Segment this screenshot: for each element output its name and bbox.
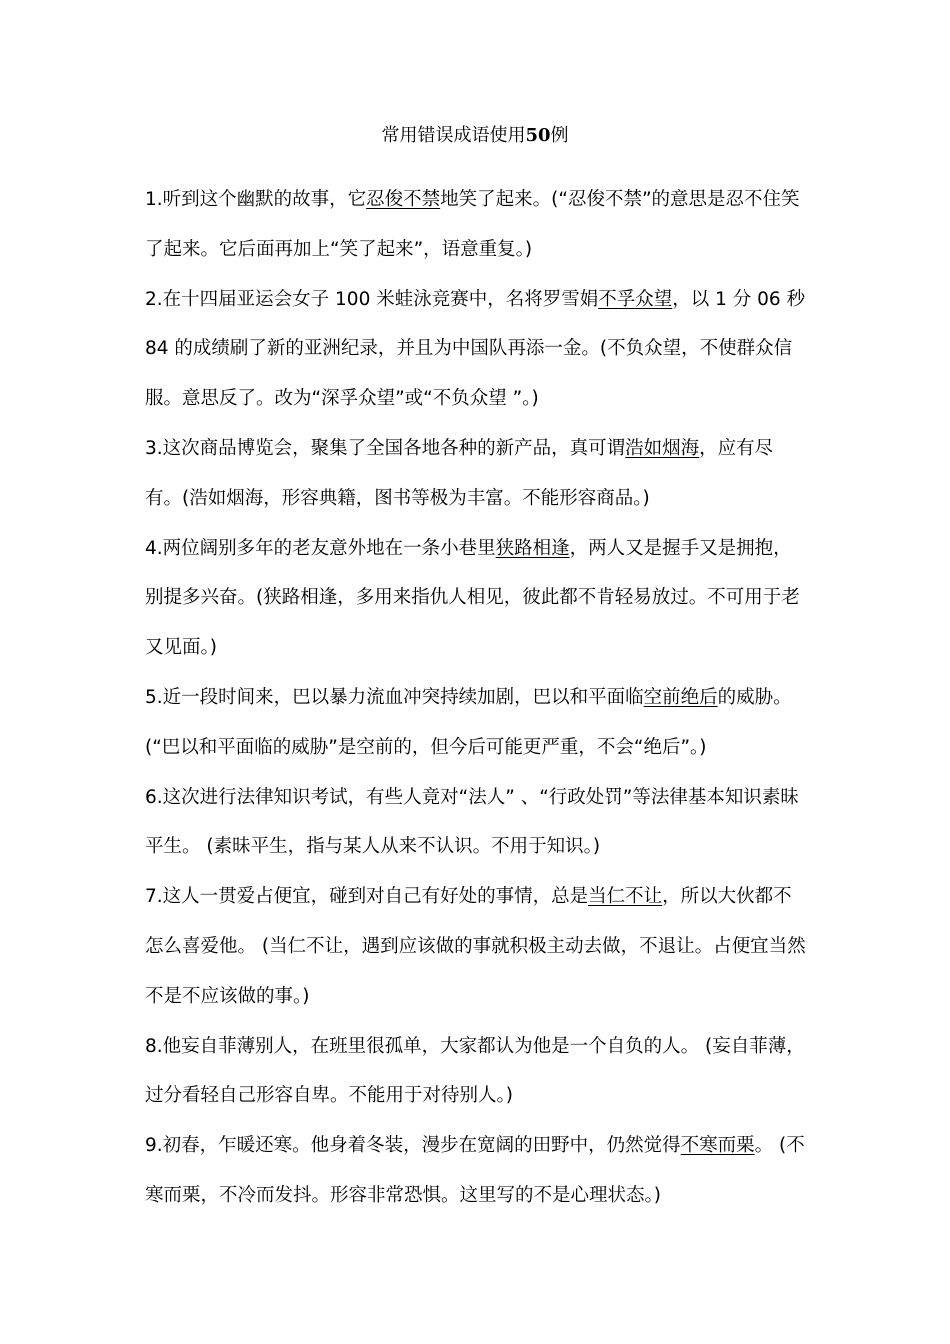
item-text-after: 的威胁。(“巴以和平面临的威胁”是空前的，但今后可能更严重，不会“绝后”。) [145,686,792,758]
item-text-before: 3.这次商品博览会，聚集了全国各地各种的新产品，真可谓 [145,437,626,459]
list-item [145,175,810,275]
list-item [145,424,810,524]
list-item [145,1022,810,1122]
title-text: 常用错误成语使用 [381,125,526,146]
title-suffix: 例 [550,125,569,146]
item-idiom: 狭路相逢 [495,537,570,559]
list-item [145,524,810,673]
item-text-after: ，应有尽有。(浩如烟海，形容典籍，图书等极为丰富。不能形容商品。) [145,437,774,509]
item-text-before: 1.听到这个幽默的故事，它 [145,189,367,210]
item-text-before: 7.这人一贯爱占便宜，碰到对自己有好处的事情，总是 [145,886,589,908]
list-item [145,673,810,773]
item-text-before: 5.近一段时间来，巴以暴力流血冲突持续加剧，巴以和平面临 [145,686,644,708]
item-text-before: 8.他妄自菲薄别人，在班里很孤单，大家都认为他是一个自负的人。 (妄自菲薄，过分看轻自己形容自卑。不能用于对待别人。) [145,1035,805,1107]
item-text-after: ，所以大伙都不怎么喜爱他。 (当仁不让，遇到应该做的事就积极主动去做，不退让。占便宜当然不是不应该做的事。) [145,886,806,1007]
list-item [145,773,810,873]
list-item [145,1121,810,1221]
item-text-before: 6.这次进行法律知识考试，有些人竟对“法人” 、“行政处罚”等法律基本知识素昧平生。 (素昧平生，指与某人从来不认识。不用于知识。) [145,786,799,858]
item-text-after: ，以 1 分 06 秒 84 的成绩刷了新的亚洲纪录，并且为中国队再添一金。(不负众望，不使群众信服。意思反了。改为“深孚众望”或“不负众望 ”。) [145,288,806,410]
item-idiom: 不寒而栗 [680,1135,755,1157]
item-text-before: 4.两位阔别多年的老友意外地在一条小巷里 [145,537,496,559]
item-text-before: 9.初春，乍暖还寒。他身着冬装，漫步在宽阔的田野中，仍然觉得 [145,1135,681,1157]
list-item [145,872,810,1021]
item-idiom: 忍俊不禁 [366,189,441,210]
item-idiom: 浩如烟海 [625,437,700,459]
page-title [0,124,950,148]
item-idiom: 当仁不让 [588,886,663,908]
item-text-after: 。 (不寒而栗，不冷而发抖。形容非常恐惧。这里写的不是心理状态。) [145,1135,805,1206]
item-text-after: ，两人又是握手又是拥抱，别提多兴奋。(狭路相逢，多用来指仇人相见，彼此都不肯轻易放过。不可用于老又见面。) [145,537,800,659]
list-item [145,275,810,424]
item-idiom: 空前绝后 [643,686,718,708]
title-number: 50 [525,125,551,146]
item-text-after: 地笑了起来。(“忍俊不禁”的意思是忍不住笑了起来。它后面再加上“笑了起来”，语意重复。) [145,189,800,260]
item-idiom: 不孚众望 [598,288,673,310]
document-body [145,175,810,1221]
item-text-before: 2.在十四届亚运会女子 100 米蛙泳竞赛中，名将罗雪娟 [145,288,599,310]
